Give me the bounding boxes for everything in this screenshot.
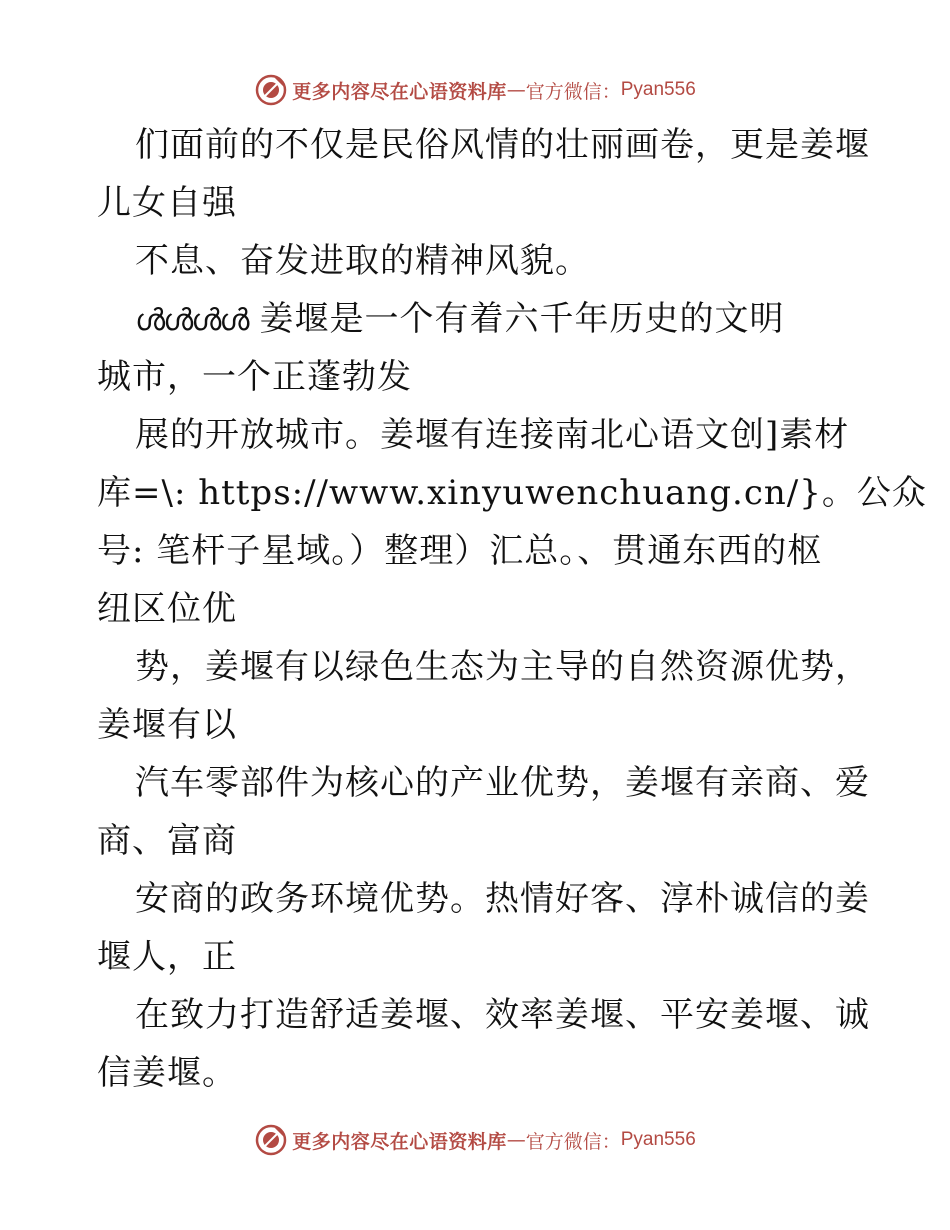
document-body: [97, 116, 927, 1102]
text-line: 安商的政务环境优势。热情好客、淳朴诚信的姜: [135, 879, 870, 919]
text-line: 堰人，正: [97, 937, 237, 977]
header-contact-label: 官方微信：: [525, 80, 621, 103]
footer-contact-label: 官方微信：: [525, 1130, 621, 1153]
red-seal-logo-icon: [254, 73, 288, 107]
text-line: 在致力打造舒适姜堰、效率姜堰、平安姜堰、诚: [135, 995, 870, 1035]
text-line: 们面前的不仅是民俗风情的壮丽画卷，更是姜堰: [135, 125, 870, 165]
footer-separator: —: [506, 1129, 526, 1151]
footer-contact-id: Pyan556: [620, 1129, 696, 1150]
text-line-with-ornament: [97, 290, 857, 348]
header-brand-text: 更多内容尽在心语资料库: [292, 80, 507, 103]
header-separator: —: [506, 79, 526, 101]
ornament-glyphs: ൾൾൾൾ: [135, 303, 248, 338]
text-line: 不息、奋发进取的精神风貌。: [135, 241, 590, 281]
text-line: 势，姜堰有以绿色生态为主导的自然资源优势，: [135, 647, 870, 687]
red-seal-logo-icon: [254, 1123, 288, 1157]
text-line: 号: 笔杆子星域。）整理）汇总。、贯通东西的枢: [97, 531, 823, 571]
text-line: 展的开放城市。姜堰有连接南北心语文创]素材: [135, 415, 850, 455]
footer-banner: [0, 1120, 950, 1160]
header-banner: [0, 70, 950, 110]
text-line-content: 姜堰是一个有着六千年历史的文明: [259, 299, 785, 339]
text-line: 姜堰有以: [97, 705, 237, 745]
text-line: 儿女自强: [97, 183, 237, 223]
text-line: 库=\: https://www.xinyuwenchuang.cn/}。公众: [97, 473, 927, 513]
text-line: 城市，一个正蓬勃发: [97, 357, 412, 397]
text-line: 纽区位优: [97, 589, 237, 629]
text-line: 商、富商: [97, 821, 237, 861]
header-contact-id: Pyan556: [620, 79, 696, 100]
text-line: 汽车零部件为核心的产业优势，姜堰有亲商、爱: [135, 763, 870, 803]
text-line: 信姜堰。: [97, 1053, 237, 1093]
footer-brand-text: 更多内容尽在心语资料库: [292, 1130, 507, 1153]
